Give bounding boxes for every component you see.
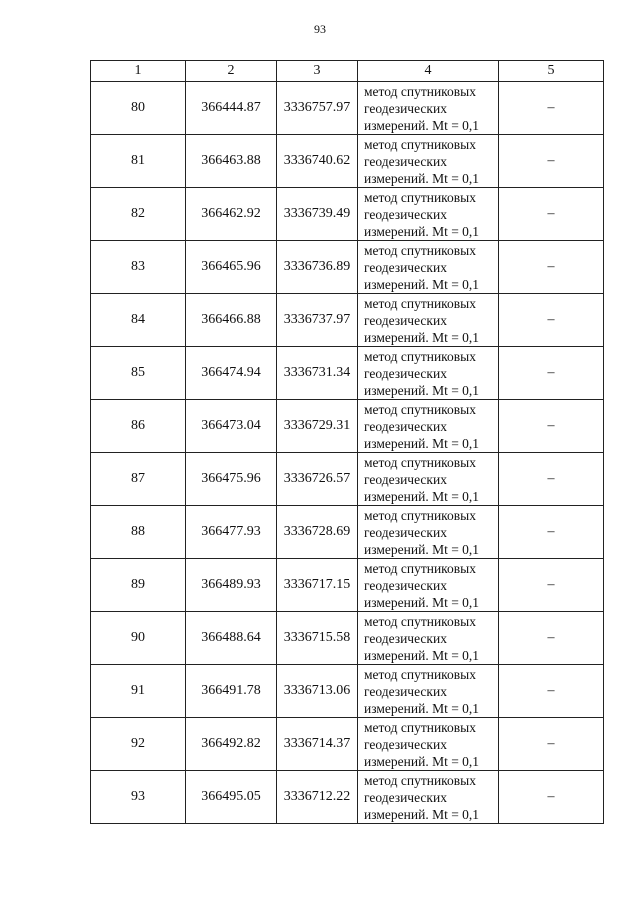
method-cell	[358, 135, 499, 188]
y-coordinate-cell: 3336726.57	[277, 453, 358, 506]
table-header-row	[91, 61, 604, 82]
method-text-line: измерений. Mt = 0,1	[364, 594, 480, 610]
method-cell	[358, 188, 499, 241]
method-text-line: геодезических	[364, 418, 447, 434]
method-text-line: геодезических	[364, 471, 447, 487]
column-header-3: 3	[277, 61, 358, 82]
method-cell	[358, 453, 499, 506]
method-text-line: геодезических	[364, 736, 447, 752]
x-coordinate-cell: 366492.82	[186, 718, 277, 771]
y-coordinate-cell: 3336731.34	[277, 347, 358, 400]
method-text-line: измерений. Mt = 0,1	[364, 329, 480, 345]
y-coordinate-cell: 3336714.37	[277, 718, 358, 771]
method-cell	[358, 718, 499, 771]
y-coordinate-cell: 3336729.31	[277, 400, 358, 453]
note-cell: –	[499, 612, 604, 665]
method-text-line: метод спутниковых	[364, 348, 476, 364]
method-text-line: метод спутниковых	[364, 772, 476, 788]
x-coordinate-cell: 366465.96	[186, 241, 277, 294]
x-coordinate-cell: 366475.96	[186, 453, 277, 506]
method-text-line: метод спутниковых	[364, 613, 476, 629]
point-number-cell: 92	[91, 718, 186, 771]
method-text-line: измерений. Mt = 0,1	[364, 170, 480, 186]
x-coordinate-cell: 366444.87	[186, 82, 277, 135]
note-cell: –	[499, 347, 604, 400]
method-cell	[358, 400, 499, 453]
point-number-cell: 91	[91, 665, 186, 718]
method-text-line: метод спутниковых	[364, 719, 476, 735]
point-number-cell: 84	[91, 294, 186, 347]
table-row	[91, 612, 604, 665]
note-cell: –	[499, 188, 604, 241]
point-number-cell: 90	[91, 612, 186, 665]
method-text-line: измерений. Mt = 0,1	[364, 382, 480, 398]
table-row	[91, 718, 604, 771]
method-cell	[358, 506, 499, 559]
method-text-line: геодезических	[364, 153, 447, 169]
table-row	[91, 294, 604, 347]
method-text-line: метод спутниковых	[364, 454, 476, 470]
table-row	[91, 400, 604, 453]
note-cell: –	[499, 135, 604, 188]
note-cell: –	[499, 665, 604, 718]
y-coordinate-cell: 3336740.62	[277, 135, 358, 188]
point-number-cell: 87	[91, 453, 186, 506]
table-row	[91, 241, 604, 294]
note-cell: –	[499, 82, 604, 135]
y-coordinate-cell: 3336715.58	[277, 612, 358, 665]
y-coordinate-cell: 3336712.22	[277, 771, 358, 824]
note-cell: –	[499, 400, 604, 453]
note-cell: –	[499, 241, 604, 294]
y-coordinate-cell: 3336737.97	[277, 294, 358, 347]
x-coordinate-cell: 366462.92	[186, 188, 277, 241]
method-text-line: измерений. Mt = 0,1	[364, 223, 480, 239]
column-header-4: 4	[358, 61, 499, 82]
method-text-line: геодезических	[364, 524, 447, 540]
x-coordinate-cell: 366474.94	[186, 347, 277, 400]
method-text-line: измерений. Mt = 0,1	[364, 435, 480, 451]
page-number: 93	[314, 22, 326, 36]
y-coordinate-cell: 3336728.69	[277, 506, 358, 559]
method-text-line: измерений. Mt = 0,1	[364, 276, 480, 292]
method-text-line: геодезических	[364, 259, 447, 275]
x-coordinate-cell: 366495.05	[186, 771, 277, 824]
method-cell	[358, 241, 499, 294]
method-text-line: метод спутниковых	[364, 666, 476, 682]
method-text-line: геодезических	[364, 683, 447, 699]
method-text-line: метод спутниковых	[364, 136, 476, 152]
method-text-line: геодезических	[364, 789, 447, 805]
note-cell: –	[499, 506, 604, 559]
method-text-line: геодезических	[364, 206, 447, 222]
method-cell	[358, 665, 499, 718]
table-body	[91, 82, 604, 824]
point-number-cell: 82	[91, 188, 186, 241]
table-row	[91, 188, 604, 241]
method-text-line: метод спутниковых	[364, 560, 476, 576]
x-coordinate-cell: 366489.93	[186, 559, 277, 612]
method-text-line: измерений. Mt = 0,1	[364, 541, 480, 557]
method-text-line: измерений. Mt = 0,1	[364, 806, 480, 822]
column-header-5: 5	[499, 61, 604, 82]
x-coordinate-cell: 366463.88	[186, 135, 277, 188]
method-text-line: метод спутниковых	[364, 242, 476, 258]
method-text-line: измерений. Mt = 0,1	[364, 647, 480, 663]
table-row	[91, 347, 604, 400]
table-row	[91, 135, 604, 188]
method-text-line: геодезических	[364, 100, 447, 116]
note-cell: –	[499, 294, 604, 347]
column-header-1: 1	[91, 61, 186, 82]
method-text-line: метод спутниковых	[364, 189, 476, 205]
y-coordinate-cell: 3336717.15	[277, 559, 358, 612]
y-coordinate-cell: 3336736.89	[277, 241, 358, 294]
method-text-line: измерений. Mt = 0,1	[364, 700, 480, 716]
method-cell	[358, 612, 499, 665]
column-header-2: 2	[186, 61, 277, 82]
x-coordinate-cell: 366491.78	[186, 665, 277, 718]
method-text-line: геодезических	[364, 577, 447, 593]
coordinates-table	[90, 60, 604, 824]
table-row	[91, 453, 604, 506]
point-number-cell: 86	[91, 400, 186, 453]
method-text-line: метод спутниковых	[364, 295, 476, 311]
method-text-line: измерений. Mt = 0,1	[364, 753, 480, 769]
method-text-line: геодезических	[364, 312, 447, 328]
method-cell	[358, 771, 499, 824]
method-cell	[358, 559, 499, 612]
method-text-line: метод спутниковых	[364, 83, 476, 99]
point-number-cell: 80	[91, 82, 186, 135]
y-coordinate-cell: 3336713.06	[277, 665, 358, 718]
table-row	[91, 665, 604, 718]
x-coordinate-cell: 366488.64	[186, 612, 277, 665]
note-cell: –	[499, 559, 604, 612]
note-cell: –	[499, 771, 604, 824]
method-cell	[358, 294, 499, 347]
point-number-cell: 89	[91, 559, 186, 612]
method-text-line: геодезических	[364, 630, 447, 646]
x-coordinate-cell: 366477.93	[186, 506, 277, 559]
method-text-line: измерений. Mt = 0,1	[364, 488, 480, 504]
table-row	[91, 771, 604, 824]
table-row	[91, 559, 604, 612]
note-cell: –	[499, 453, 604, 506]
x-coordinate-cell: 366473.04	[186, 400, 277, 453]
table-row	[91, 506, 604, 559]
point-number-cell: 83	[91, 241, 186, 294]
method-text-line: измерений. Mt = 0,1	[364, 117, 480, 133]
point-number-cell: 85	[91, 347, 186, 400]
table-row	[91, 82, 604, 135]
method-cell	[358, 82, 499, 135]
method-cell	[358, 347, 499, 400]
y-coordinate-cell: 3336739.49	[277, 188, 358, 241]
method-text-line: метод спутниковых	[364, 401, 476, 417]
x-coordinate-cell: 366466.88	[186, 294, 277, 347]
point-number-cell: 88	[91, 506, 186, 559]
method-text-line: геодезических	[364, 365, 447, 381]
y-coordinate-cell: 3336757.97	[277, 82, 358, 135]
note-cell: –	[499, 718, 604, 771]
point-number-cell: 93	[91, 771, 186, 824]
point-number-cell: 81	[91, 135, 186, 188]
method-text-line: метод спутниковых	[364, 507, 476, 523]
